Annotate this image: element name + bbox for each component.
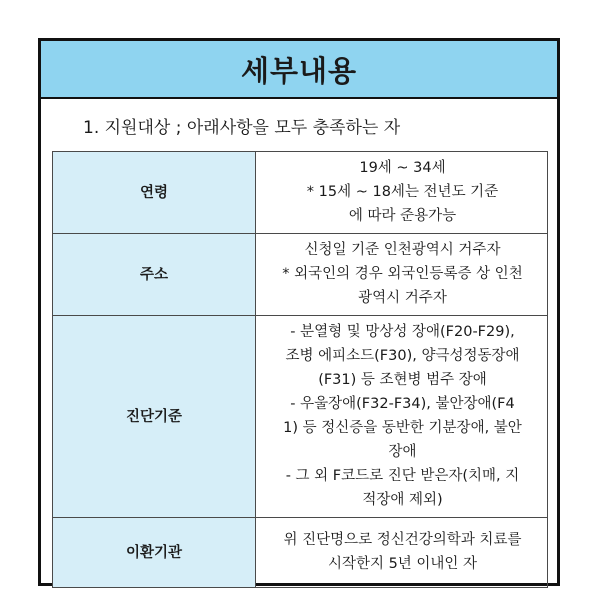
row-label-diagnosis: 진단기준	[53, 316, 256, 518]
row-label-facility: 이환기관	[53, 518, 256, 588]
card-title: 세부내용	[240, 53, 358, 88]
detail-card	[38, 38, 560, 586]
row-label-address: 주소	[53, 234, 256, 316]
section-subtitle: 1. 지원대상 ; 아래사항을 모두 충족하는 자	[83, 117, 401, 138]
row-value-address: 신청일 기준 인천광역시 거주자 * 외국인의 경우 외국인등록증 상 인천 광역시 거주자	[256, 234, 548, 316]
criteria-table	[52, 151, 548, 588]
table-row	[53, 518, 548, 588]
table-row	[53, 234, 548, 316]
table-row	[53, 152, 548, 234]
row-value-facility: 위 진단명으로 정신건강의학과 치료를 시작한지 5년 이내인 자	[256, 518, 548, 588]
card-header	[41, 41, 557, 99]
table-row	[53, 316, 548, 518]
row-value-diagnosis: - 분열형 및 망상성 장애(F20-F29), 조병 에피소드(F30), 양극성정동장애 (F31) 등 조현병 범주 장애 - 우울장애(F32-F34), 불안장애(F4 1) 등 정신증을 동반한 기분장애, 불안 장애 - 그 외 F코드로 진단 받은자(치매, 지 적장애 제외)	[256, 316, 548, 518]
row-value-age: 19세 ~ 34세 * 15세 ~ 18세는 전년도 기준 에 따라 준용가능	[256, 152, 548, 234]
row-label-age: 연령	[53, 152, 256, 234]
